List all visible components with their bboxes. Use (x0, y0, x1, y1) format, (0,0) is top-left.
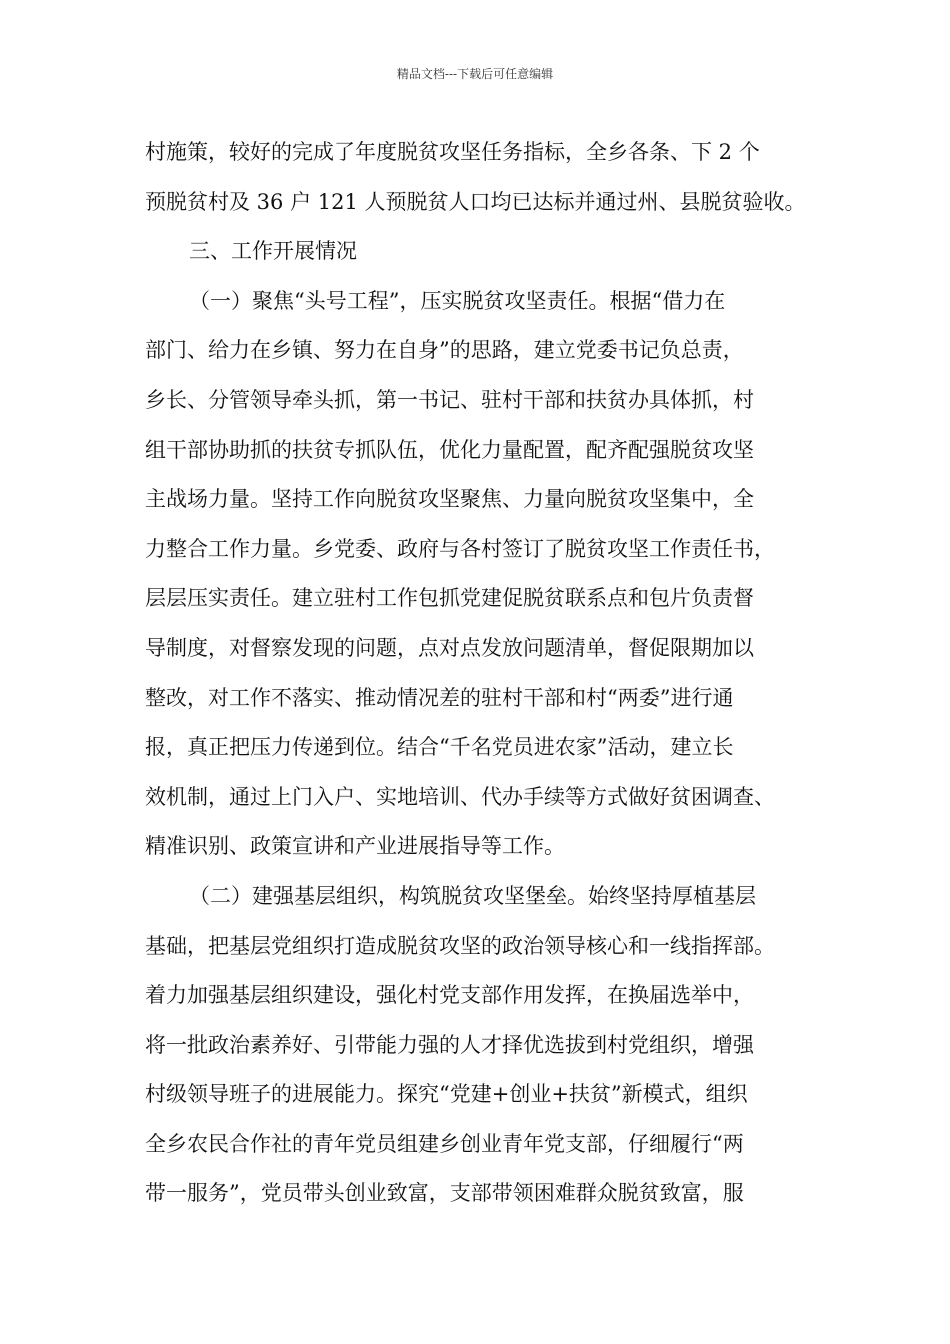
text-line: 基础，把基层党组织打造成脱贫攻坚的政治领导核心和一线指挥部。 (145, 933, 775, 958)
text-line: 乡长、分管领导牵头抓，第一书记、驻村干部和扶贫办具体抓，村 (145, 387, 754, 412)
document-body (145, 128, 835, 1219)
text-line: 精准识别、政策宣讲和产业进展指导等工作。 (145, 834, 565, 859)
text-line: 预脱贫村及 36 户 121 人预脱贫人口均已达标并通过州、县脱贫验收。 (145, 189, 806, 214)
text-line: 主战场力量。坚持工作向脱贫攻坚聚焦、力量向脱贫攻坚集中，全 (145, 487, 754, 512)
text-line: 带一服务”，党员带头创业致富，支部带领困难群众脱贫致富，服 (145, 1181, 744, 1206)
text-line: 村施策，较好的完成了年度脱贫攻坚任务指标，全乡各条、下 2 个 (145, 140, 760, 164)
text-line: 全乡农民合作社的青年党员组建乡创业青年党支部，仔细履行“两 (145, 1131, 744, 1156)
text-line: 效机制，通过上门入户、实地培训、代办手续等方式做好贫困调查、 (145, 784, 775, 809)
page-header: 精品文档---下载后可任意编辑 (396, 67, 554, 81)
paragraph-start: （一）聚焦“头号工程”，压实脱贫攻坚责任。根据“借力在 (189, 288, 726, 313)
text-line: 部门、给力在乡镇、努力在自身”的思路，建立党委书记负总责， (145, 338, 744, 363)
text-line: 将一批政治素养好、引带能力强的人才择优选拔到村党组织，增强 (145, 1032, 754, 1057)
paragraph-start: （二）建强基层组织，构筑脱贫攻坚堡垒。始终坚持厚植基层 (189, 883, 756, 908)
text-line: 着力加强基层组织建设，强化村党支部作用发挥，在换届选举中， (145, 983, 754, 1008)
text-line: 层层压实责任。建立驻村工作包抓党建促脱贫联系点和包片负责督 (145, 586, 754, 611)
text-line: 力整合工作力量。乡党委、政府与各村签订了脱贫攻坚工作责任书， (145, 536, 775, 561)
text-line: 导制度，对督察发现的问题，点对点发放问题清单，督促限期加以 (145, 635, 754, 660)
text-line: 报，真正把压力传递到位。结合“千名党员进农家”活动，建立长 (145, 735, 734, 760)
text-line: 组干部协助抓的扶贫专抓队伍，优化力量配置，配齐配强脱贫攻坚 (145, 437, 754, 462)
text-line: 村级领导班子的进展能力。探究“党建+创业+扶贫”新模式，组织 (145, 1082, 748, 1107)
section-heading: 三、工作开展情况 (189, 239, 357, 264)
text-line: 整改，对工作不落实、推动情况差的驻村干部和村“两委”进行通 (145, 685, 734, 710)
